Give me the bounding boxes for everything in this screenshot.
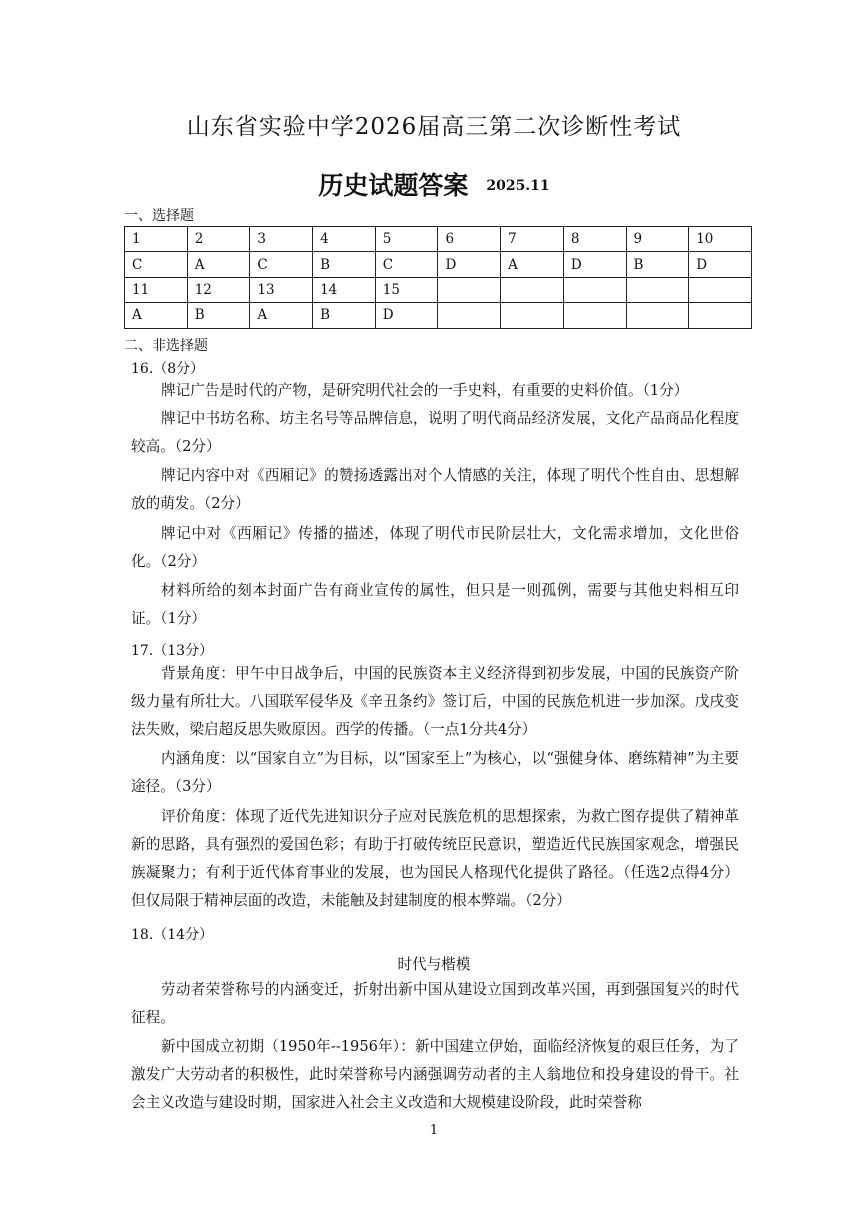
table-cell: C	[250, 252, 313, 277]
table-row	[125, 303, 752, 328]
table-cell	[438, 277, 501, 302]
question-18-label: 18.（14分）	[131, 927, 214, 943]
table-cell: 15	[375, 277, 438, 302]
table-cell	[689, 303, 752, 328]
table-cell: 1	[125, 227, 188, 252]
table-cell: 10	[689, 227, 752, 252]
q16-paragraph-3: 牌记内容中对《西厢记》的赞扬透露出对个人情感的关注，体现了明代个性自由、思想解放的萌发。（2分）	[131, 467, 739, 512]
subtitle-text: 历史试题答案	[318, 171, 469, 200]
document-subtitle	[0, 166, 868, 202]
table-cell	[438, 303, 501, 328]
table-cell: 5	[375, 227, 438, 252]
table-cell	[563, 303, 626, 328]
table-cell	[501, 303, 564, 328]
q18-paragraph-2: 新中国成立初期（1950年--1956年）：新中国建立伊始，面临经济恢复的艰巨任务，为了激发广大劳动者的积极性，此时荣誉称号内涵强调劳动者的主人翁地位和投身建设的骨干。社会主义改造与建设时期，国家进入社会主义改造和大规模建设阶段，此时荣誉称	[131, 1038, 739, 1111]
table-cell: 8	[563, 227, 626, 252]
exam-date: 2025.11	[486, 178, 550, 194]
table-cell: A	[250, 303, 313, 328]
table-cell: 12	[187, 277, 250, 302]
q16-paragraph-1: 牌记广告是时代的产物，是研究明代社会的一手史料，有重要的史料价值。（1分）	[161, 382, 689, 399]
q17-paragraph-3: 评价角度：体现了近代先进知识分子应对民族危机的思想探索，为救亡图存提供了精神革新的思路，具有强烈的爱国色彩；有助于打破传统臣民意识，塑造近代民族国家观念，增强民族凝聚力；有利于近代体育事业的发展，也为国民人格现代化提供了路径。（任选2点得4分）但仅局限于精神层面的改造，未能触及封建制度的根本弊端。（2分）	[131, 808, 739, 909]
page-number: 1	[429, 1123, 439, 1138]
table-cell: D	[563, 252, 626, 277]
table-row	[125, 252, 752, 277]
section-choice-heading: 一、选择题	[124, 208, 194, 224]
question-17-label: 17.（13分）	[131, 643, 214, 659]
document-title: 山东省实验中学2026届高三第二次诊断性考试	[186, 114, 682, 140]
table-cell	[626, 303, 689, 328]
table-cell: B	[187, 303, 250, 328]
table-cell: A	[125, 303, 188, 328]
table-cell: 9	[626, 227, 689, 252]
table-cell	[626, 277, 689, 302]
q16-paragraph-4: 牌记中对《西厢记》传播的描述，体现了明代市民阶层壮大，文化需求增加，文化世俗化。（2分）	[131, 525, 739, 570]
table-cell: B	[313, 303, 376, 328]
table-cell: D	[375, 303, 438, 328]
table-cell: A	[187, 252, 250, 277]
table-cell: D	[689, 252, 752, 277]
q17-paragraph-2: 内涵角度：以“国家自立”为目标，以“国家至上”为核心，以“强健身体、磨练精神”为主要途径。（3分）	[131, 750, 739, 795]
table-cell: 2	[187, 227, 250, 252]
table-cell	[501, 277, 564, 302]
table-row	[125, 277, 752, 302]
table-row	[125, 227, 752, 252]
table-cell: 6	[438, 227, 501, 252]
table-cell: A	[501, 252, 564, 277]
table-cell: 3	[250, 227, 313, 252]
table-cell: C	[125, 252, 188, 277]
q18-paragraph-1: 劳动者荣誉称号的内涵变迁，折射出新中国从建设立国到改革兴国，再到强国复兴的时代征程。	[131, 981, 739, 1026]
table-cell: 13	[250, 277, 313, 302]
table-cell: 11	[125, 277, 188, 302]
section-nonchoice-heading: 二、非选择题	[124, 338, 208, 354]
table-cell: 4	[313, 227, 376, 252]
table-cell: 14	[313, 277, 376, 302]
table-cell: C	[375, 252, 438, 277]
table-cell: D	[438, 252, 501, 277]
table-cell: 7	[501, 227, 564, 252]
q17-paragraph-1: 背景角度：甲午中日战争后，中国的民族资本主义经济得到初步发展，中国的民族资产阶级力量有所壮大。八国联军侵华及《辛丑条约》签订后，中国的民族危机进一步加深。戊戌变法失败，梁启超反思失败原因。西学的传播。（一点1分共4分）	[131, 665, 739, 738]
table-cell: B	[313, 252, 376, 277]
q16-paragraph-2: 牌记中书坊名称、坊主名号等品牌信息，说明了明代商品经济发展，文化产品商品化程度较高。（2分）	[131, 410, 739, 455]
essay-title: 时代与楷模	[397, 956, 471, 973]
answer-table	[124, 226, 752, 329]
q16-paragraph-5: 材料所给的刻本封面广告有商业宣传的属性，但只是一则孤例，需要与其他史料相互印证。（1分）	[131, 582, 739, 627]
table-cell	[689, 277, 752, 302]
table-cell	[563, 277, 626, 302]
question-16-label: 16.（8分）	[131, 361, 205, 377]
table-cell: B	[626, 252, 689, 277]
